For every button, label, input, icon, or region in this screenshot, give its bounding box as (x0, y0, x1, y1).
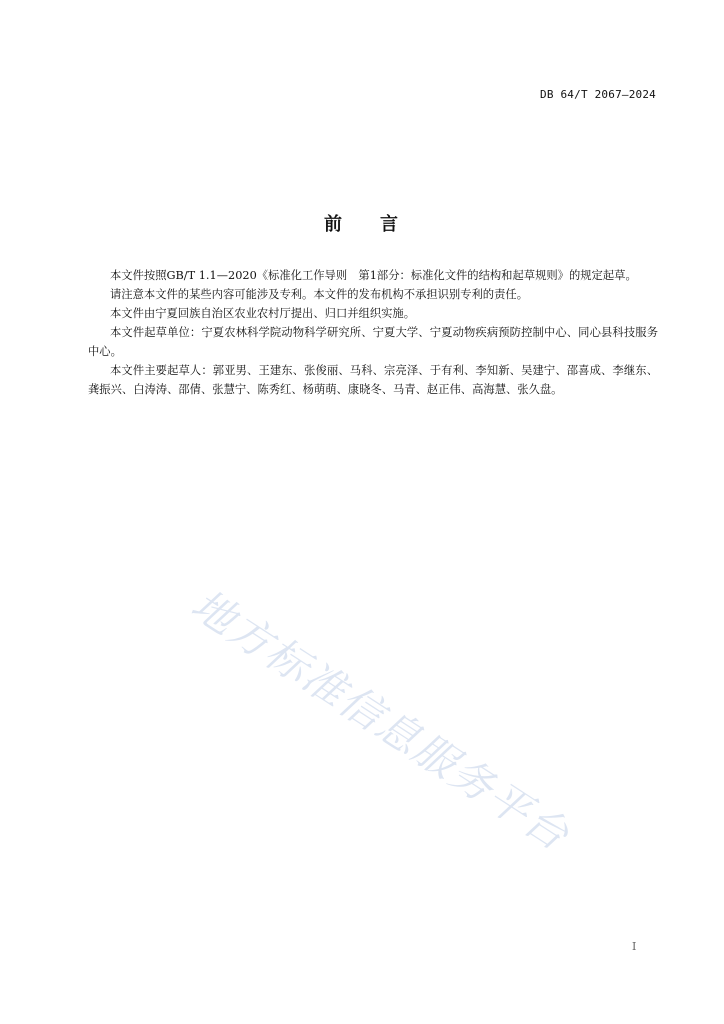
foreword-body (88, 266, 658, 399)
paragraph-drafters: 本文件主要起草人：郭亚男、王建东、张俊丽、马科、宗亮泽、于有利、李知新、吴建宁、邵喜成、李继东、龚振兴、白涛涛、邵倩、张慧宁、陈秀红、杨萌萌、康晓冬、马青、赵正伟、高海慧、张久盘。 (88, 364, 658, 396)
watermark: 地方标准信息服务平台 (182, 579, 579, 861)
page-title-char-2: 言 (380, 214, 400, 235)
page-number: I (632, 940, 637, 953)
paragraph-proposer: 本文件由宁夏回族自治区农业农村厅提出、归口并组织实施。 (110, 307, 416, 320)
page-title (0, 210, 724, 236)
standard-code: DB 64/T 2067—2024 (540, 88, 656, 101)
paragraph-patent-notice: 请注意本文件的某些内容可能涉及专利。本文件的发布机构不承担识别专利的责任。 (110, 288, 528, 301)
paragraph-drafting-units: 本文件起草单位：宁夏农林科学院动物科学研究所、宁夏大学、宁夏动物疾病预防控制中心、同心县科技服务中心。 (88, 326, 658, 358)
paragraph-drafting-rules: 本文件按照GB/T 1.1—2020《标准化工作导则 第1部分：标准化文件的结构和起草规则》的规定起草。 (110, 269, 637, 282)
page-title-char-1: 前 (324, 214, 344, 235)
